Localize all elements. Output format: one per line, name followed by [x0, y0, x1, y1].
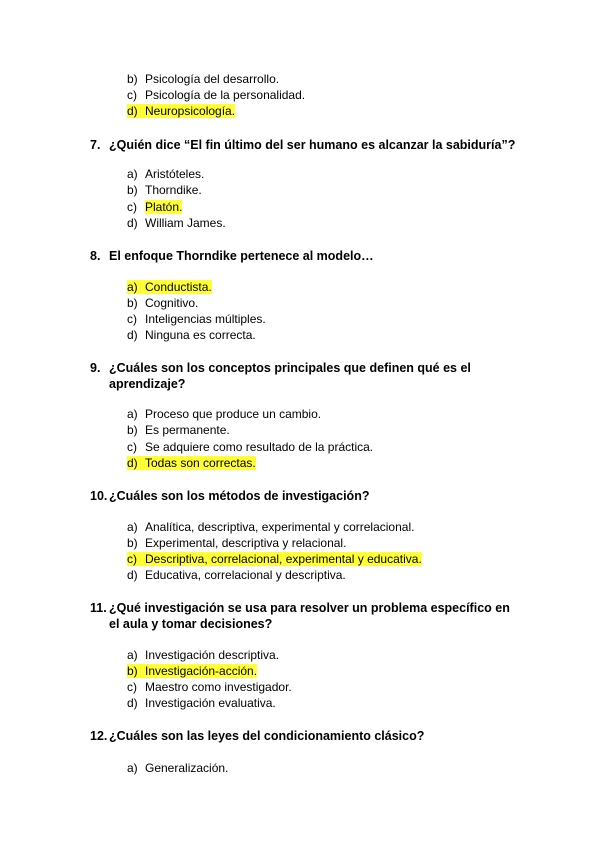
option-text: Aristóteles. — [145, 167, 205, 181]
option-text: William James. — [145, 216, 226, 230]
option-letter: b) — [127, 72, 138, 86]
option-item — [127, 406, 321, 422]
option-letter: b) — [127, 183, 138, 197]
option-item — [127, 455, 256, 471]
option-letter: b) — [127, 536, 138, 550]
option-item — [127, 551, 422, 567]
option-item — [127, 679, 292, 695]
option-item — [127, 663, 257, 679]
option-text: Experimental, descriptiva y relacional. — [145, 536, 347, 550]
option-text: Neuropsicología. — [145, 104, 236, 118]
highlighted-answer — [127, 104, 235, 118]
question-number: 8. — [90, 249, 101, 263]
option-item — [127, 760, 228, 776]
option-text: Generalización. — [145, 761, 229, 775]
option-text: Conductista. — [145, 280, 212, 294]
option-letter: a) — [127, 407, 138, 421]
option-item — [127, 567, 346, 583]
option-text: Investigación descriptiva. — [145, 648, 280, 662]
option-item — [127, 199, 182, 215]
option-text: Descriptiva, correlacional, experimental y educativa. — [145, 552, 422, 566]
question-9 — [90, 360, 520, 392]
option-letter: b) — [127, 664, 138, 678]
question-number: 10. — [90, 489, 108, 503]
option-letter: d) — [127, 216, 138, 230]
question-text: ¿Qué investigación se usa para resolver un problema específico en el aula y tomar decisiones? — [109, 601, 510, 631]
option-text: Proceso que produce un cambio. — [145, 407, 322, 421]
option-text: Investigación-acción. — [145, 664, 258, 678]
option-letter: c) — [127, 88, 137, 102]
option-text: Platón. — [145, 200, 183, 214]
question-number: 7. — [90, 138, 101, 152]
option-letter: c) — [127, 680, 137, 694]
option-text: Ninguna es correcta. — [145, 328, 256, 342]
highlighted-answer — [127, 456, 256, 470]
question-text: ¿Cuáles son los métodos de investigación? — [109, 489, 370, 503]
option-text: Cognitivo. — [145, 296, 199, 310]
option-letter: d) — [127, 568, 138, 582]
option-letter: c) — [127, 200, 137, 214]
option-letter: d) — [127, 696, 138, 710]
option-letter: a) — [127, 520, 138, 534]
option-item — [127, 422, 230, 438]
highlighted-answer — [127, 280, 212, 294]
option-text: Thorndike. — [145, 183, 202, 197]
option-letter: a) — [127, 761, 138, 775]
option-item — [127, 519, 414, 535]
option-text: Investigación evaluativa. — [145, 696, 276, 710]
option-letter: b) — [127, 423, 138, 437]
option-item — [127, 647, 279, 663]
option-item — [127, 439, 373, 455]
option-text: Se adquiere como resultado de la práctica. — [145, 440, 374, 454]
option-letter: b) — [127, 296, 138, 310]
question-number: 9. — [90, 361, 101, 375]
question-number: 12. — [90, 729, 108, 743]
question-8 — [90, 248, 520, 264]
highlighted-answer — [127, 552, 422, 566]
option-text: Maestro como investigador. — [145, 680, 292, 694]
option-letter: c) — [127, 440, 137, 454]
option-text: Psicología del desarrollo. — [145, 72, 280, 86]
option-item — [127, 71, 279, 87]
option-letter: d) — [127, 328, 138, 342]
option-item — [127, 695, 276, 711]
option-letter: c) — [127, 552, 137, 566]
question-text: El enfoque Thorndike pertenece al modelo… — [109, 249, 374, 263]
option-item — [127, 215, 226, 231]
option-text: Analítica, descriptiva, experimental y correlacional. — [145, 520, 415, 534]
option-item — [127, 295, 198, 311]
option-item — [127, 87, 305, 103]
option-item — [127, 311, 266, 327]
option-letter: d) — [127, 104, 138, 118]
option-item — [127, 103, 235, 119]
option-letter: c) — [127, 312, 137, 326]
question-7 — [90, 137, 520, 153]
option-text: Psicología de la personalidad. — [145, 88, 306, 102]
question-text: ¿Cuáles son las leyes del condicionamiento clásico? — [109, 729, 425, 743]
option-letter: a) — [127, 648, 138, 662]
option-letter: d) — [127, 456, 138, 470]
option-item — [127, 166, 204, 182]
option-text: Todas son correctas. — [145, 456, 256, 470]
question-12 — [90, 728, 520, 744]
question-11 — [90, 600, 520, 632]
question-number: 11. — [90, 601, 107, 615]
question-text: ¿Quién dice “El fin último del ser humano es alcanzar la sabiduría”? — [109, 138, 516, 152]
option-text: Es permanente. — [145, 423, 230, 437]
option-item — [127, 327, 256, 343]
option-item — [127, 535, 346, 551]
option-item — [127, 279, 212, 295]
option-text: Inteligencias múltiples. — [145, 312, 266, 326]
option-item — [127, 182, 202, 198]
question-10 — [90, 488, 520, 504]
option-text: Educativa, correlacional y descriptiva. — [145, 568, 346, 582]
question-text: ¿Cuáles son los conceptos principales que definen qué es el aprendizaje? — [109, 361, 471, 391]
option-letter: a) — [127, 280, 138, 294]
highlighted-answer — [127, 664, 257, 678]
option-letter: a) — [127, 167, 138, 181]
